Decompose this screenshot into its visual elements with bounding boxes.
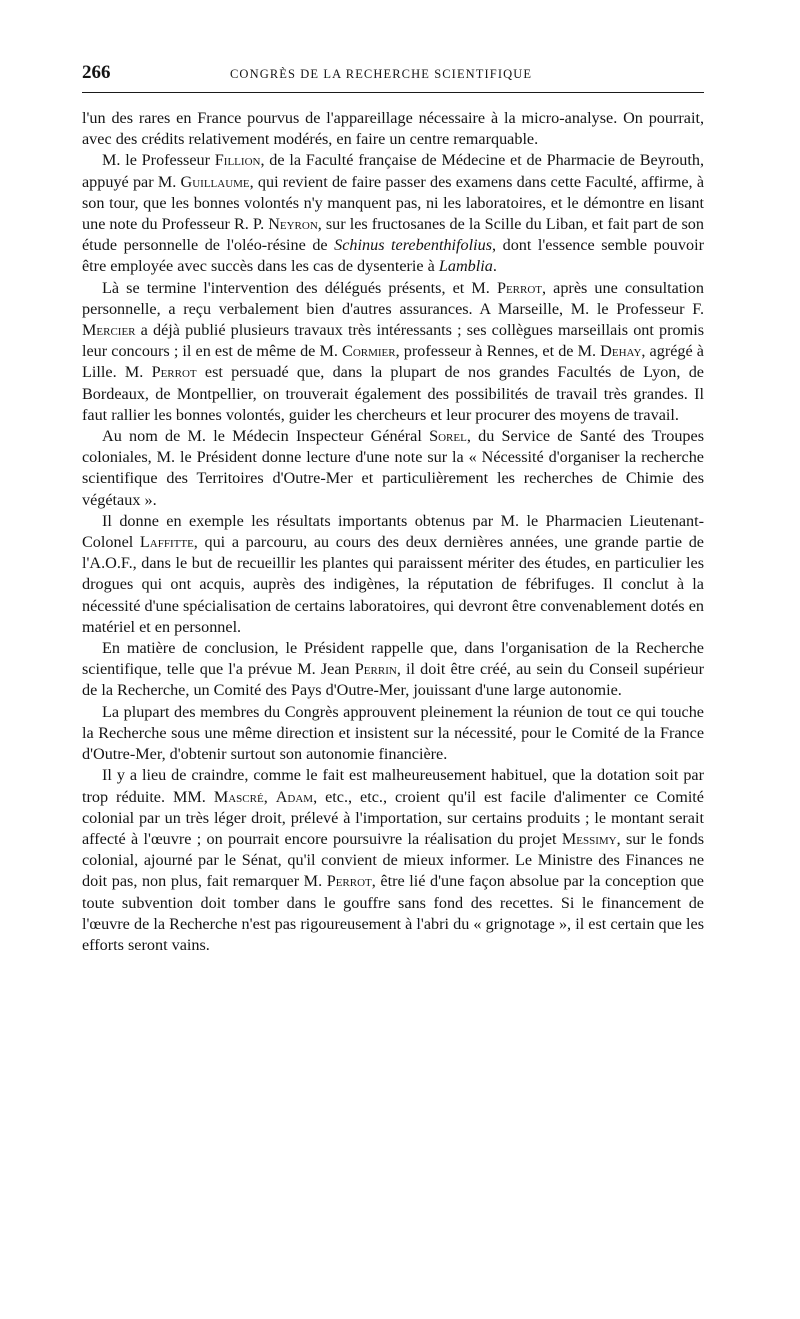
person-name: Perrin bbox=[354, 660, 397, 679]
person-name: Mercier bbox=[82, 321, 136, 340]
person-name: Guillaume bbox=[180, 172, 250, 191]
person-name: Messimy bbox=[561, 829, 617, 848]
person-name: Perrot bbox=[151, 363, 197, 382]
text-run: En matière de conclusion, le Président rappelle que, dans l'organisation de la Recherche scientifique, telle que l'a prévue M. Jean bbox=[82, 639, 704, 679]
text-run: La plupart des membres du Congrès approuvent pleinement la réunion de tout ce qui touche la Recherche sous une même direction et insistent sur la nécessité, pour le Comité de la France d'Outre-Mer, d'obtenir surtout son autonomie financière. bbox=[82, 702, 704, 764]
text-run: , qui revient de faire passer des examens dans cette Faculté, affirme, à son tour, que les bonnes volontés n'y manquent pas, ni les laboratoires, et le démontre en lisant une note du Professeur R. P. bbox=[82, 172, 704, 234]
text-run: , sur le fonds colonial, ajourné par le Sénat, qu'il convient de mieux informer. Le Ministre des Finances ne doit pas, non plus, fait remarquer M. bbox=[82, 829, 705, 891]
text-run: , dont l'essence semble pouvoir être employée avec succès dans les cas de dysenterie à bbox=[82, 236, 704, 276]
text-run: , il doit être créé, au sein du Conseil supérieur de la Recherche, un Comité des Pays d'Outre-Mer, jouissant d'une large autonomie. bbox=[82, 660, 704, 700]
paragraph bbox=[82, 108, 704, 150]
text-run: Au nom de M. le Médecin Inspecteur Général bbox=[102, 427, 430, 446]
person-name: Laffitte bbox=[139, 533, 194, 552]
paragraph bbox=[82, 278, 704, 426]
person-name: Fillion bbox=[214, 151, 261, 170]
text-run: est persuadé que, dans la plupart de nos grandes Facultés de Lyon, de Bordeaux, de Montpellier, on trouverait également des possibilités de travail très grandes. Il faut rallier les bonnes volontés, guider les chercheurs et leur procurer des moyens de travail. bbox=[82, 363, 704, 424]
paragraph bbox=[82, 765, 704, 956]
paragraph bbox=[82, 511, 704, 638]
header-rule bbox=[82, 92, 704, 93]
person-name: Dehay bbox=[600, 342, 642, 361]
text-run: M. le Professeur bbox=[102, 151, 215, 170]
text-run: , du Service de Santé des Troupes coloniales, M. le Président donne lecture d'une note sur la « Nécessité d'organiser la recherche scientifique des Territoires d'Outre-Mer et particulièrement les recherches de Chimie des végétaux ». bbox=[82, 427, 704, 509]
text-run: a déjà publié plusieurs travaux très intéressants ; ses collègues marseillais ont promis leur concours ; il en est de même de M. bbox=[82, 321, 704, 361]
italic-term: Schinus terebenthifolius bbox=[334, 236, 493, 255]
person-name: Adam bbox=[275, 787, 314, 806]
person-name: Sorel bbox=[429, 427, 467, 446]
text-run: , professeur à Rennes, et de M. bbox=[395, 342, 601, 361]
text-run: , être lié d'une façon absolue par la conception que toute subvention doit tomber dans le gouffre sans fond des recettes. Si le financement de l'œuvre de la Recherche n'est pas rigoureusement à l'abri du « grignotage », il est certain que les efforts seront vains. bbox=[82, 872, 704, 954]
text-run: l'un des rares en France pourvus de l'appareillage nécessaire à la micro-analyse. On pourrait, avec des crédits relativement modérés, en faire un centre remarquable. bbox=[82, 109, 704, 149]
text-run: , agrégé à Lille. M. bbox=[82, 342, 704, 382]
text-run: Il y a lieu de craindre, comme le fait est malheureusement habituel, que la dotation soit par trop réduite. MM. bbox=[82, 766, 704, 806]
text-run: , etc., etc., croient qu'il est facile d'alimenter ce Comité colonial par un très léger droit, prélevé à l'importation, sur certains produits ; le montant serait affecté à l'œuvre ; on pourrait encore poursuivre la réalisation du projet bbox=[82, 787, 704, 848]
person-name: Mascré bbox=[213, 787, 264, 806]
body-text bbox=[82, 108, 704, 956]
person-name: Perrot bbox=[496, 278, 542, 297]
italic-term: Lamblia bbox=[438, 257, 493, 276]
running-title: CONGRÈS DE LA RECHERCHE SCIENTIFIQUE bbox=[230, 67, 533, 81]
text-run: , bbox=[263, 787, 276, 806]
text-run: , qui a parcouru, au cours des deux dernières années, une grande partie de l'A.O.F., dans le but de recueillir les plantes qui paraissent mériter des études, en particulier les drogues qui ont acquis, auprès des indigènes, la réputation de fébrifuges. Il conclut à la nécessité d'une spécialisation de certains laboratoires, qui devront être convenablement dotés en matériel et en personnel. bbox=[82, 533, 704, 636]
text-run: , sur les fructosanes de la Scille du Liban, et fait part de son étude personnelle de l'oléo-résine de bbox=[82, 215, 704, 255]
text-run: Il donne en exemple les résultats importants obtenus par M. le Pharmacien Lieutenant-Colonel bbox=[82, 511, 704, 552]
text-run: . bbox=[492, 257, 497, 276]
person-name: Cormier bbox=[342, 342, 396, 361]
paragraph bbox=[82, 638, 704, 702]
person-name: Neyron bbox=[268, 215, 318, 234]
paragraph bbox=[82, 426, 704, 511]
text-run: , après une consultation personnelle, a reçu verbalement bien d'autres assurances. A Marseille, M. le Professeur F. bbox=[82, 278, 704, 318]
paragraph bbox=[82, 150, 704, 277]
paragraph bbox=[82, 702, 704, 766]
page-number: 266 bbox=[82, 62, 111, 83]
page-header bbox=[82, 62, 704, 90]
text-run: Là se termine l'intervention des délégués présents, et M. bbox=[102, 278, 497, 297]
document-page bbox=[82, 62, 704, 956]
person-name: Perrot bbox=[326, 872, 372, 891]
text-run: , de la Faculté française de Médecine et de Pharmacie de Beyrouth, appuyé par M. bbox=[82, 151, 705, 191]
